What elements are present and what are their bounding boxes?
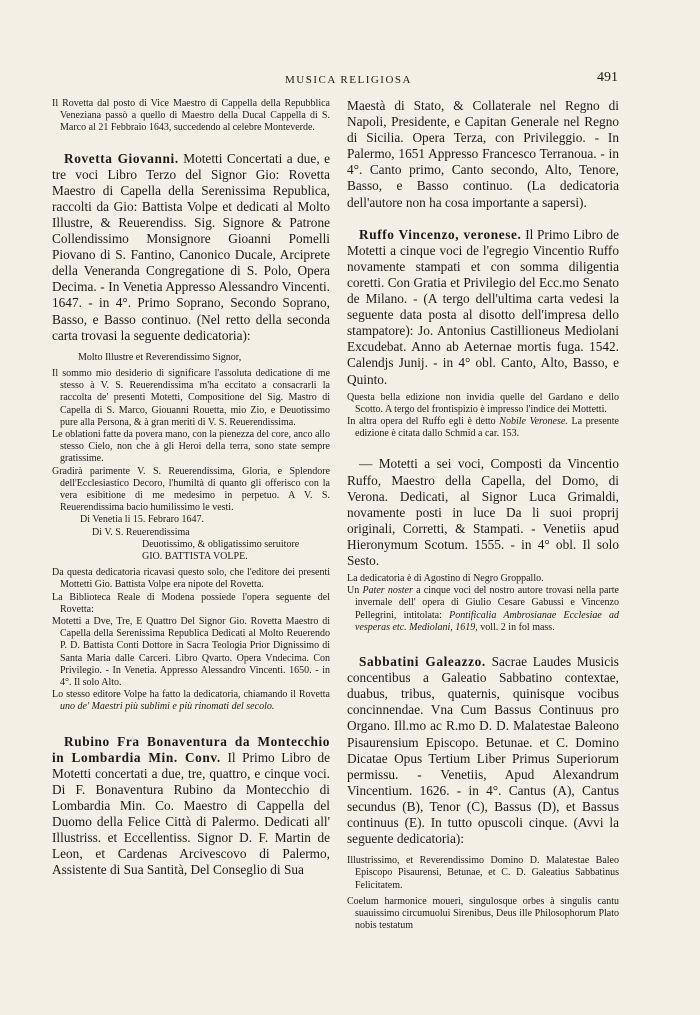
dedication-paragraph: Le oblationi fatte da povera mano, con la pienezza del core, anco allo stesso Cielo, non che à gli Heroi della terra, sono state sempre gratissime. bbox=[52, 428, 330, 465]
note-text: In altra opera del Ruffo egli è detto bbox=[347, 416, 500, 427]
bibliographic-note: Da questa dedicatoria ricavasi questo solo, che l'editore dei presenti Mottetti Gio. Battista Volpe era nipote del Rovetta. bbox=[52, 567, 330, 591]
entry-heading-rovetta: Rovetta Giovanni. bbox=[64, 150, 179, 166]
left-column bbox=[52, 98, 330, 878]
bibliographic-note bbox=[347, 585, 619, 634]
dedication-paragraph: Illustrissimo, et Reverendissimo Domino D. Malatestae Baleo Episcopo Pisaurensi, Betunae, et C. D. Galeatius Sabbatinus Felicitatem. bbox=[347, 855, 619, 891]
dedication-paragraph: Il sommo mio desiderio di significare l'assoluta dedicatione di me stesso à V. S. Reuerendissima m'ha eccitato a consacrarli la raccolta de' presenti Motetti, Compositione del Sig. Mastro di Capella di S. Marco, Giouanni Rouetta, mio Zio, e Deuotissimo pure alla Persona, & à gran meriti di V. S. Reuerendissima. bbox=[52, 367, 330, 428]
entry-rovetta bbox=[52, 151, 330, 344]
entry-ruffo-second: — Motetti a sei voci, Composti da Vincentio Ruffo, Maestro della Capella, del Domo, di Verona. Dedicati, al Signor Luca Grimaldi, novamente posti in luce Da li suoi proprij originali, Corretti, & Stampati. - Venetiis apud Hieronymum Scotum. 1555. - in 4° obl. Il solo Sesto. bbox=[347, 456, 619, 568]
entry-text-rovetta: Motetti Concertati a due, e tre voci Libro Terzo del Signor Gio: Rovetta Maestro di Capella della Serenissima Republica, raccolti da Gio: Battista Volpe et dedicati al Molto Illustre, & Reuerendiss. Sig. Signore & Patrone Collendissimo Monsignore Gioanni Pomelli Piovano di S. Fantino, Canonico Ducale, Arciprete della Veneranda Congregatione di S. Polo, Opera Decima. - In Venetia Appresso Alessandro Vincenti. 1647. - in 4°. Primo Soprano, Secondo Soprano, Basso, e Basso continuo. (Nel retto della seconda carta trovasi la seguente dedicatoria): bbox=[52, 150, 331, 343]
entry-text-ruffo: Il Primo Libro de Motetti a cinque voci de l'egregio Vincentio Ruffo novamente stampati et con somma diligentia coretti. Con Gratia et Privilegio del Ecc.mo Senato de Milano. - (A tergo dell'ultima carta vedesi la seguente data posta al disotto dell'impresa dello stampatore): Jo. Antonius Castillioneus Mediolani Excudebat. Anno ab Aeternae mortis fuga. 1542. Calendjs Junij. - in 4° obl. Canto, Alto, Basso, e Quinto. bbox=[347, 226, 619, 387]
dedication-paragraph: Coelum harmonice moueri, singulosque orbes à singulis cantu suauissimo circumuolui Sirenibus, Deus ille Philosophorum Plato nobis testatum bbox=[347, 895, 619, 932]
note-text: Lo stesso editore Volpe ha fatto la dedicatoria, chiamando il Rovetta bbox=[52, 689, 330, 701]
entry-heading-sabbatini: Sabbatini Galeazzo. bbox=[359, 654, 486, 670]
note-text: La presente edizione è citata dallo Schmid a car. 153. bbox=[355, 416, 619, 440]
entry-heading-ruffo: Ruffo Vincenzo, veronese. bbox=[359, 226, 522, 242]
bibliographic-note: Questa bella edizione non invidia quelle del Gardano e dello Scotto. A tergo del frontispizio è impresso l'indice dei Mottetti. bbox=[347, 391, 619, 415]
note-italic-text: Nobile Veronese. bbox=[499, 416, 568, 427]
bibliographic-note bbox=[347, 416, 619, 440]
dedication-salutation: Molto Illustre et Reverendissimo Signor, bbox=[78, 351, 242, 363]
note-text: voll. 2 in fol mass. bbox=[477, 621, 555, 633]
dedication-closing: Deuotissimo, & obligatissimo seruitore bbox=[142, 538, 300, 550]
entry-heading-rubino: Rubino Fra Bonaventura da Montecchio in Lombardia Min. Conv. bbox=[52, 733, 330, 765]
bibliographic-note: La dedicatoria è di Agostino di Negro Groppallo. bbox=[347, 573, 544, 585]
entry-rubino bbox=[52, 734, 330, 879]
page-number: 491 bbox=[597, 70, 618, 85]
page-header bbox=[40, 70, 618, 90]
bibliographic-note: La Biblioteca Reale di Modena possiede l'opera seguente del Rovetta: bbox=[52, 591, 330, 615]
rovetta-intro-note: Il Rovetta dal posto di Vice Maestro di Cappella della Repubblica Veneziana passò a quello di Maestro della Ducal Cappella di S. Marco al 21 Febbraio 1643, succedendo al celebre Monteverde. bbox=[52, 98, 330, 134]
entry-rubino-continued: Maestà di Stato, & Collaterale nel Regno di Napoli, Presidente, e Capitan Generale nel Regno di Sicilia. Opera Terza, con Privileggio. - In Palermo, 1651 Appresso Francesco Terranoua. - in 4°. Canto primo, Canto secondo, Alto, Tenore, Basso, e Basso continuo. (La dedicatoria dell'autore non ha cosa importante a sapersi). bbox=[347, 98, 619, 210]
running-title: MUSICA RELIGIOSA bbox=[285, 74, 412, 86]
note-italic-text: uno de' Maestri più sublimi e più rinomati del secolo. bbox=[60, 701, 275, 713]
entry-sabbatini bbox=[347, 654, 619, 847]
dedication-signature: GIO. BATTISTA VOLPE. bbox=[142, 550, 248, 562]
note-italic-text: Pontificalia Ambrosianae Ecclesiae ad vesperas etc. Mediolani, 1619, bbox=[355, 609, 619, 633]
entry-text-rubino: Il Primo Libro de Motetti concertati a due, tre, quattro, e cinque voci. Di F. Bonaventura Rubino da Montecchio di Lombardia Min. Co. Maestro di Cappella del Duomo della Felice Città di Palermo. Dedicati all' Illustriss. et Eccellentiss. Signor D. F. Martin de Leon, et Cardenas Arcivescovo di Palermo, Assistente di Sua Santità, Del Conseglio di Sua bbox=[52, 749, 330, 878]
note-italic-text: Pater noster bbox=[362, 585, 413, 597]
right-column bbox=[347, 98, 619, 932]
bibliographic-note bbox=[52, 689, 330, 713]
dedication-paragraph: Gradirà parimente V. S. Reuerendissima, Gloria, e Splendore dell'Ecclesiastico Decoro, l'humiltà di quanto gli offerisco con la vera esibitione di me medesimo in perpetuo. A V. S. Reuerendissima bacio humilissimo le vesti. bbox=[52, 465, 330, 514]
note-text: a cinque voci del nostro autore trovasi nella parte invernale dell' opera di Giulio Cesare Gabussi e Vincenzo Pellegrini, intitolata: bbox=[355, 585, 619, 621]
bibliographic-note: Motetti a Dve, Tre, E Quattro Del Signor Gio. Rovetta Maestro di Capella della Serenissima Republica Dedicati al Molto Reuerendo P. D. Battista Conti Dottore in Sacra Teologia Prior Dignissimo di Santa Maria dalle Carceri. Libro Qvarto. Opera Vndecima. Con Privilegio. - In Venetia. Appresso Alessandro Vincenti. 1650. - in 4°. Il solo Alto. bbox=[52, 616, 330, 689]
note-text: Un bbox=[347, 585, 363, 597]
dedication-date: Di Venetia li 15. Febraro 1647. bbox=[80, 514, 204, 526]
entry-ruffo bbox=[347, 227, 619, 388]
entry-text-sabbatini: Sacrae Laudes Musicis concentibus a Galeatio Sabbatino contextae, duabus, tribus, quaternis, quinisque vocibus concinnendae. Vna Cum Bassus Continuus pro Organo. Ill.mo ac R.mo D. D. Malatestae Baleono Pisaurensium Episcopo. Betunae. et C. Domino Dicatae Opus Tertium Liber Primus Superiorum permissu. - Venetiis, Apud Alexandrum Vincentium. 1626. - in 4°. Cantus (A), Cantus secundus (B), Tenor (C), Bassus (D), et Bassus continuus (E). In tutto opuscoli cinque. (Avvi la seguente dedicatoria): bbox=[347, 654, 619, 847]
dedication-addressee: Di V. S. Reuerendissima bbox=[92, 526, 190, 538]
